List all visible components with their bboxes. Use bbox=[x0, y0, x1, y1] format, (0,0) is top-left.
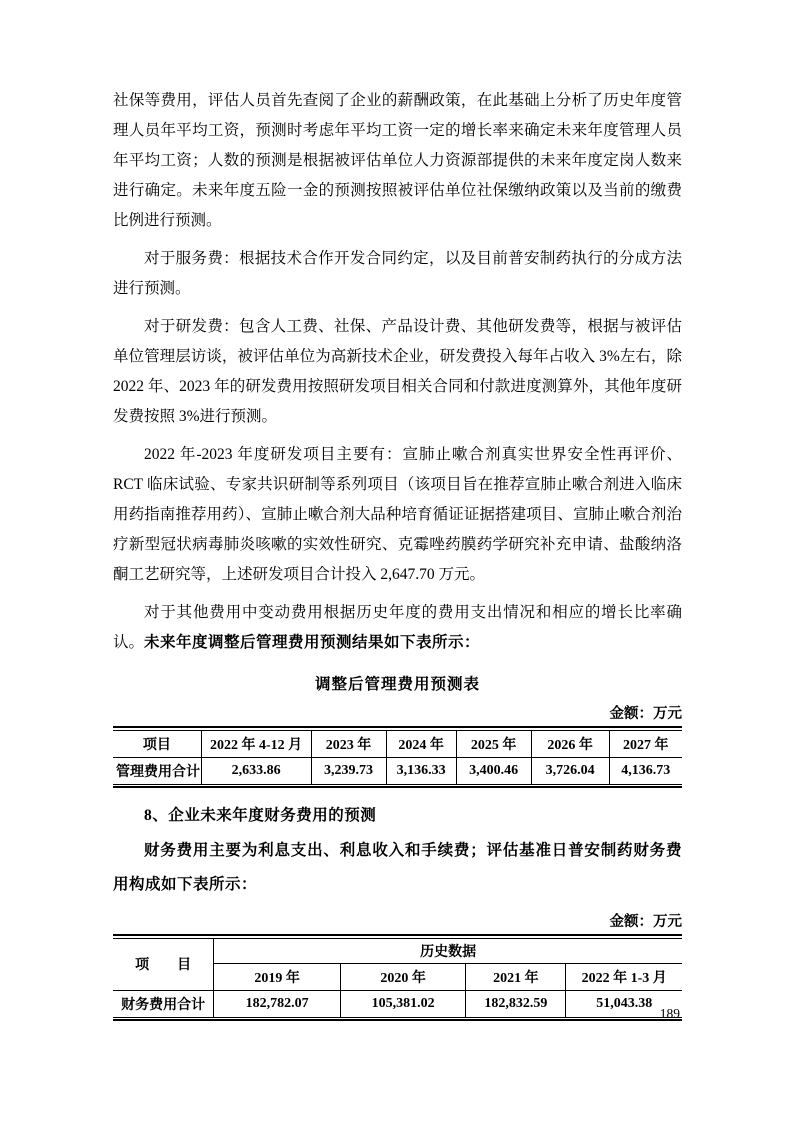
table2-row-label: 财务费用合计 bbox=[113, 990, 214, 1017]
page-number: 189 bbox=[659, 1006, 680, 1021]
paragraph-other-fee-regular: 对于其他费用中变动费用根据历史年度的费用支出情况和相应的增长比率确认。 bbox=[113, 604, 682, 651]
table1-row-label: 管理费用合计 bbox=[113, 757, 201, 784]
table1-title: 调整后管理费用预测表 bbox=[314, 676, 480, 693]
table2-value-2020: 105,381.02 bbox=[341, 990, 466, 1017]
table-adjusted-admin-expense-forecast bbox=[113, 726, 682, 788]
table1-value-2027: 4,136.73 bbox=[609, 757, 682, 784]
paragraph-rd-projects: 2022 年-2023 年度研发项目主要有：宣肺止嗽合剂真实世界安全性再评价、RCT 临床试验、专家共识研制等系列项目（该项目旨在推荐宣肺止嗽合剂进入临床用药指南推荐用药）、宣肺止嗽合剂大品种培育循证证据搭建项目、宣肺止嗽合剂治疗新型冠状病毒肺炎咳嗽的实效性研究、克霉唑药膜药学研究补充申请、盐酸纳洛酮工艺研究等，上述研发项目合计投入 2,647.70 万元。 bbox=[113, 446, 682, 583]
table1-header-2022: 2022 年 4-12 月 bbox=[201, 730, 311, 757]
table1-header-2023: 2023 年 bbox=[311, 730, 386, 757]
table2-header-item: 项 目 bbox=[113, 938, 214, 990]
table1-header-2024: 2024 年 bbox=[386, 730, 456, 757]
paragraph-social-insurance: 社保等费用，评估人员首先查阅了企业的薪酬政策，在此基础上分析了历史年度管理人员年平均工资，预测时考虑年平均工资一定的增长率来确定未来年度管理人员年平均工资；人数的预测是根据被评估单位人力资源部提供的未来年度定岗人数来进行确定。未来年度五险一金的预测按照被评估单位社保缴纳政策以及当前的缴费比例进行预测。 bbox=[113, 92, 682, 229]
table1-header-item: 项目 bbox=[113, 730, 201, 757]
table1-value-2023: 3,239.73 bbox=[311, 757, 386, 784]
paragraph-other-fee-bold: 未来年度调整后管理费用预测结果如下表所示： bbox=[144, 634, 481, 651]
table2-header-2019: 2019 年 bbox=[214, 963, 341, 990]
paragraph-rd-fee: 对于研发费：包含人工费、社保、产品设计费、其他研发费等，根据与被评估单位管理层访谈，被评估单位为高新技术企业，研发费投入每年占收入 3%左右，除 2022 年、2023 年的研发费用按照研发项目相关合同和付款进度测算外，其他年度研发费按照 3%进行预测。 bbox=[113, 318, 682, 425]
paragraph-other-fee bbox=[113, 598, 682, 658]
paragraph-service-fee: 对于服务费：根据技术合作开发合同约定，以及目前普安制药执行的分成方法进行预测。 bbox=[113, 250, 682, 297]
table1-unit-label: 金额：万元 bbox=[609, 706, 682, 722]
table1-value-2022: 2,633.86 bbox=[201, 757, 311, 784]
table-row bbox=[113, 730, 682, 757]
table2-header-2022q1: 2022 年 1-3 月 bbox=[566, 963, 682, 990]
table2-header-2021: 2021 年 bbox=[466, 963, 566, 990]
table-finance-expense-history bbox=[113, 934, 682, 1021]
page-content bbox=[113, 86, 682, 1021]
table2-header-history-data: 历史数据 bbox=[214, 938, 682, 963]
table1-header-2026: 2026 年 bbox=[531, 730, 609, 757]
table2-unit-label: 金额：万元 bbox=[609, 914, 682, 930]
table-row bbox=[113, 990, 682, 1017]
table2-value-2021: 182,832.59 bbox=[466, 990, 566, 1017]
table2-value-2019: 182,782.07 bbox=[214, 990, 341, 1017]
table1-value-2024: 3,136.33 bbox=[386, 757, 456, 784]
table1-value-2025: 3,400.46 bbox=[456, 757, 531, 784]
paragraph-finance-expense: 财务费用主要为利息支出、利息收入和手续费；评估基准日普安制药财务费用构成如下表所示： bbox=[113, 842, 682, 893]
table1-value-2026: 3,726.04 bbox=[531, 757, 609, 784]
table-row bbox=[113, 938, 682, 963]
table2-header-2020: 2020 年 bbox=[341, 963, 466, 990]
section8-heading: 8、企业未来年度财务费用的预测 bbox=[144, 807, 377, 824]
table1-header-2027: 2027 年 bbox=[609, 730, 682, 757]
table-row bbox=[113, 757, 682, 784]
table2-value-2022q1: 51,043.38 bbox=[566, 990, 682, 1017]
table1-header-2025: 2025 年 bbox=[456, 730, 531, 757]
